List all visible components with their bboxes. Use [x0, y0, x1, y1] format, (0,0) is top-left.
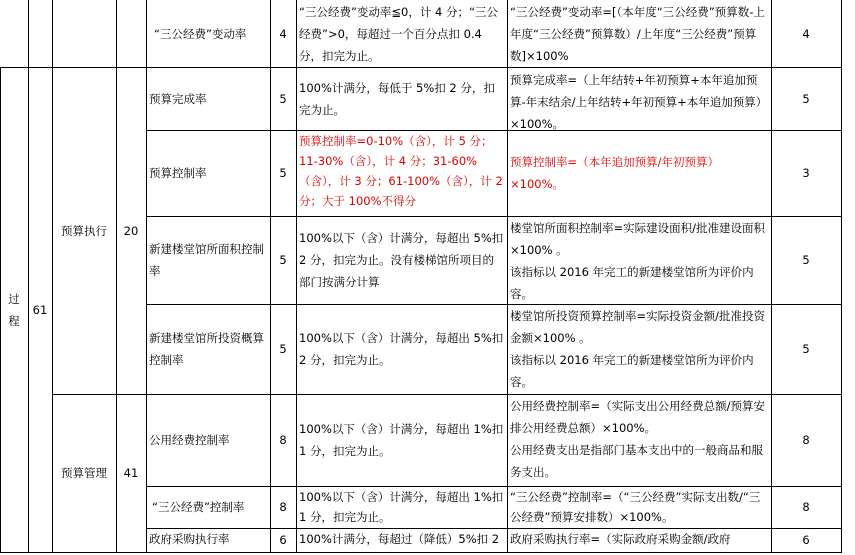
indicator-name: 预算控制率 — [149, 166, 207, 180]
scoring-standard: 100%以下（含）计满分，每超出 5%扣 2 分，扣完为止。 — [299, 331, 504, 367]
actual-score: 5 — [802, 92, 810, 106]
formula-note: 公用经费支出是指部门基本支出中的一般商品和服务支出。 — [510, 443, 763, 479]
category-score: 61 — [32, 303, 48, 317]
group-name: 预算执行 — [61, 224, 107, 238]
grid-line — [841, 0, 842, 552]
indicator-name: “三公经费”控制率 — [152, 500, 245, 514]
indicator-score: 5 — [279, 166, 287, 180]
scoring-standard: 预算控制率=0-10%（含），计 5 分；11-30%（含），计 4 分；31-60%（含），计 3 分；61-100%（含），计 2 分；大于 100%不得分 — [299, 134, 503, 208]
scoring-standard: 100%以下（含）计满分，每超出 1%扣 1 分，扣完为止。 — [299, 422, 504, 458]
formula-cell — [507, 216, 771, 304]
indicator-score: 8 — [279, 433, 287, 447]
formula: 楼堂馆所面积控制率=实际建设面积/批准建设面积×100% 。 — [510, 221, 766, 257]
group-score: 20 — [123, 224, 139, 238]
indicator-score: 5 — [279, 92, 287, 106]
scoring-standard: “三公经费”变动率≦0，计 4 分；“三公经费”>0，每超过一个百分点扣 0.4 分，扣完为止。 — [299, 5, 498, 63]
scoring-standard: 100%以下（含）计满分，每超出 1%扣 1 分，扣完为止。 — [299, 490, 504, 524]
actual-score: 6 — [802, 533, 810, 547]
indicator-name: 预算完成率 — [149, 92, 207, 106]
group-score: 41 — [123, 466, 139, 480]
actual-score: 3 — [802, 166, 810, 180]
formula: 预算控制率=（本年追加预算/年初预算）×100%。 — [510, 155, 720, 191]
actual-score: 8 — [802, 433, 810, 447]
actual-score: 5 — [802, 342, 810, 356]
formula: 政府采购执行率=（实际政府采购金额/政府 — [510, 532, 731, 546]
indicator-name: 新建楼堂馆所投资概算控制率 — [149, 331, 264, 367]
indicator-score: 6 — [279, 533, 287, 547]
formula-note: 该指标以 2016 年完工的新建楼堂馆所为评价内容。 — [510, 265, 754, 301]
indicator-score: 5 — [279, 253, 287, 267]
formula: 公用经费控制率=（实际支出公用经费总额/预算安排公用经费总额）×100%。 — [510, 399, 766, 435]
indicator-name: 新建楼堂馆所面积控制率 — [149, 242, 264, 278]
category-cell — [0, 68, 28, 552]
scoring-standard: 100%以下（含）计满分，每超出 5%扣 2 分，扣完为止。没有楼梯馆所项目的部门按满分计算 — [299, 231, 504, 289]
category-char-2: 程 — [8, 314, 20, 328]
indicator-score: 8 — [279, 500, 287, 514]
formula-cell — [507, 304, 771, 394]
group-name: 预算管理 — [61, 466, 107, 480]
actual-score: 8 — [802, 500, 810, 514]
indicator-name: 公用经费控制率 — [149, 433, 230, 447]
indicator-score: 4 — [279, 27, 287, 41]
actual-score: 4 — [802, 27, 810, 41]
scoring-standard: 100%计满分，每低于 5%扣 2 分，扣完为止。 — [299, 81, 495, 117]
indicator-name: 政府采购执行率 — [149, 532, 230, 546]
formula-note: 该指标以 2016 年完工的新建楼堂馆所为评价内容。 — [510, 353, 754, 389]
scoring-standard: 100%计满分，每超过（降低）5%扣 2 — [299, 532, 500, 546]
grid-line — [0, 552, 842, 553]
category-char-1: 过 — [8, 292, 20, 306]
indicator-score: 5 — [279, 342, 287, 356]
formula: “三公经费”变动率=[（本年度“三公经费”预算数-上年度“三公经费”预算数）/上年度“三公经费”预算数]×100% — [510, 5, 765, 63]
formula: 楼堂馆所投资预算控制率=实际投资金额/批准投资金额×100% 。 — [510, 309, 766, 345]
formula: 预算完成率=（上年结转+年初预算+本年追加预算-年末结余/上年结转+年初预算+本年追加预算）×100%。 — [510, 73, 768, 130]
formula-cell — [507, 394, 771, 486]
indicator-name: “三公经费”变动率 — [154, 27, 247, 41]
actual-score: 5 — [802, 253, 810, 267]
formula: “三公经费”控制率=（“三公经费”实际支出数/“三公经费”预算安排数）×100%。 — [510, 490, 761, 524]
